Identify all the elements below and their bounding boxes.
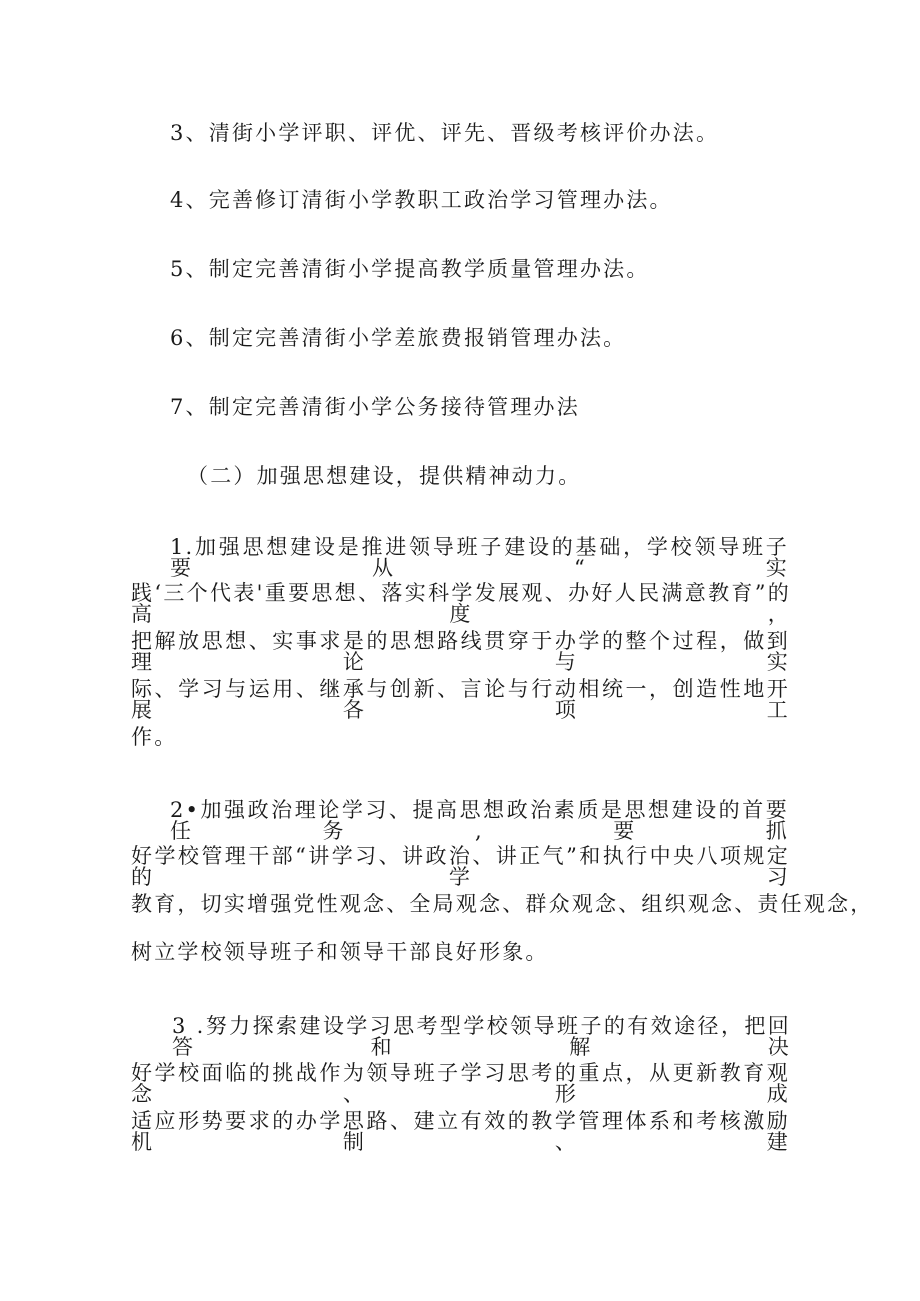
list-item: 4、完善修订清街小学教职工政治学习管理办法。 bbox=[170, 188, 673, 212]
list-item: 3、清街小学评职、评优、评先、晋级考核评价办法。 bbox=[170, 121, 720, 145]
paragraph-2-line: 树立学校领导班子和领导干部良好形象。 bbox=[131, 940, 549, 964]
paragraph-2-line: 教育，切实增强党性观念、全局观念、群众观念、组织观念、责任观念， bbox=[131, 892, 874, 916]
paragraph-2-line: 好学校管理干部“讲学习、讲政治、讲正气”和执行中央八项规定的学习 bbox=[131, 844, 790, 889]
paragraph-1-line: 把解放思想、实事求是的思想路线贯穿于办学的整个过程，做到理论与实 bbox=[131, 629, 790, 674]
section-heading: （二）加强思想建设，提供精神动力。 bbox=[187, 464, 582, 488]
paragraph-3-line: 好学校面临的挑战作为领导班子学习思考的重点，从更新教育观念、形成 bbox=[131, 1061, 790, 1106]
paragraph-1-line: 作。 bbox=[131, 725, 178, 749]
paragraph-1-line: 1.加强思想建设是推进领导班子建设的基础，学校领导班子要从“实 bbox=[170, 535, 789, 580]
paragraph-3-line: 3 .努力探索建设学习思考型学校领导班子的有效途径，把回答和解决 bbox=[172, 1014, 791, 1059]
list-item: 7、制定完善清街小学公务接待管理办法 bbox=[170, 395, 580, 419]
paragraph-1-line: 践‘三个代表'重要思想、落实科学发展观、办好人民满意教育”的高度， bbox=[131, 581, 791, 626]
paragraph-3-line: 适应形势要求的办学思路、建立有效的教学管理体系和考核激励机制、建 bbox=[131, 1109, 790, 1154]
list-item: 6、制定完善清街小学差旅费报销管理办法。 bbox=[170, 326, 627, 350]
paragraph-2-line: 2•加强政治理论学习、提高思想政治素质是思想建设的首要任务,要抓 bbox=[170, 798, 789, 843]
list-item: 5、制定完善清街小学提高教学质量管理办法。 bbox=[170, 257, 650, 281]
paragraph-1-line: 际、学习与运用、继承与创新、言论与行动相统一，创造性地开展各项工 bbox=[131, 677, 790, 722]
